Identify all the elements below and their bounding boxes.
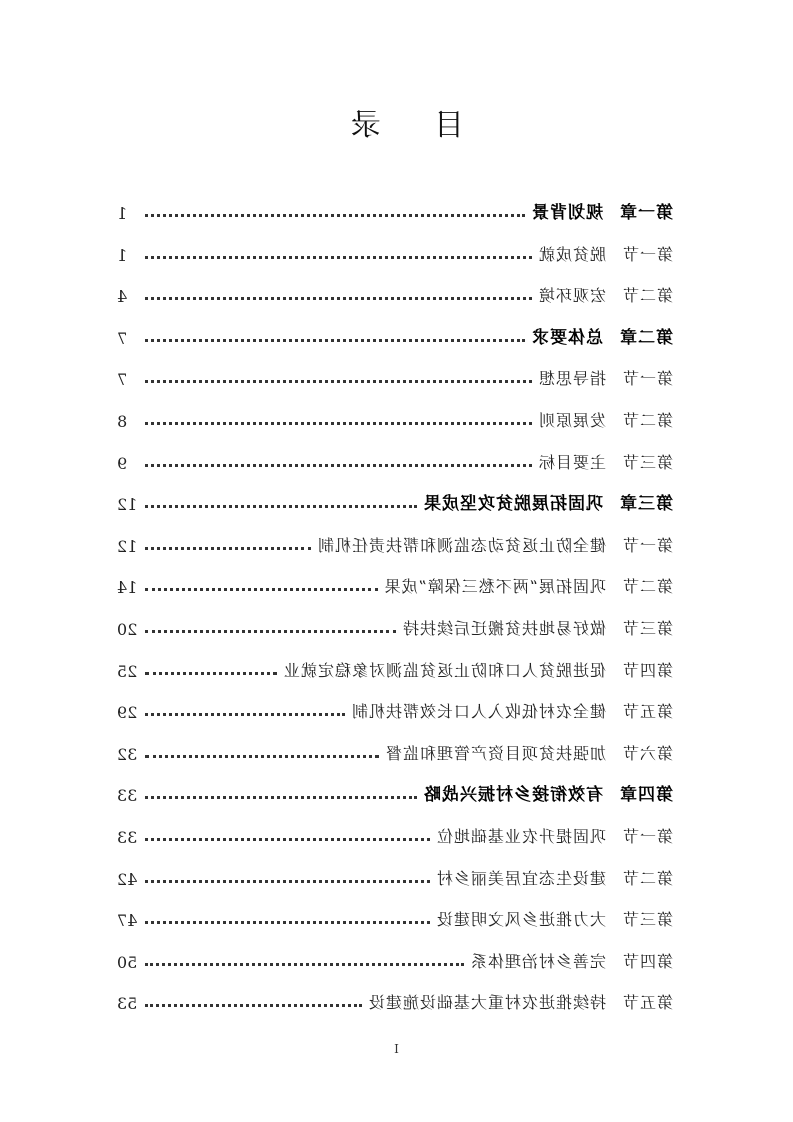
dot-leader bbox=[145, 464, 532, 467]
toc-entry-number: 第三节 bbox=[621, 910, 673, 930]
toc-page-number: 1 bbox=[117, 204, 128, 223]
toc-entry-title: 完善乡村治理体系 bbox=[469, 951, 606, 971]
toc-entry-label bbox=[423, 780, 673, 805]
toc-entry-title: 宏观环境 bbox=[537, 286, 606, 306]
toc-entry-title: 发展原则 bbox=[537, 411, 606, 430]
toc-page-number: 12 bbox=[117, 495, 138, 515]
toc-entry-label bbox=[538, 366, 673, 389]
toc-chapter-row[interactable] bbox=[117, 777, 673, 805]
toc-page-number: 50 bbox=[117, 952, 138, 972]
toc-section-row[interactable] bbox=[117, 653, 673, 681]
toc-entry-label bbox=[538, 450, 673, 473]
toc-page-number: 47 bbox=[117, 911, 138, 931]
toc-entry-label bbox=[423, 489, 673, 514]
dot-leader bbox=[145, 1004, 362, 1007]
toc-entry-label bbox=[436, 866, 673, 889]
toc-entry-title: 健全防止返贫动态监测和帮扶责任机制 bbox=[316, 535, 606, 555]
toc-entry-title: 巩固提升农业基础地位 bbox=[435, 827, 606, 846]
toc-entry-number: 第四章 bbox=[619, 785, 673, 806]
toc-entry-title: 持续推进农村重大基础设施建设 bbox=[367, 993, 606, 1013]
toc-page-number: 25 bbox=[117, 661, 138, 681]
dot-leader bbox=[145, 630, 396, 633]
toc-entry-number: 第二章 bbox=[619, 327, 673, 348]
toc-section-row[interactable] bbox=[117, 611, 673, 639]
toc-entry-number: 第三章 bbox=[619, 494, 673, 515]
toc-entry-number: 第一节 bbox=[621, 827, 673, 846]
dot-leader bbox=[145, 838, 430, 841]
toc-entry-label bbox=[384, 574, 673, 597]
toc-entry-label bbox=[538, 408, 673, 431]
toc-entry-title: 有效衔接乡村振兴战略 bbox=[423, 785, 603, 806]
toc-section-row[interactable] bbox=[117, 237, 673, 265]
toc-entry-title: 脱贫成就 bbox=[537, 244, 606, 264]
toc-entry-number: 第二节 bbox=[621, 286, 673, 306]
toc-entry-title: 大力推进乡风文明建设 bbox=[435, 910, 606, 930]
toc-entry-number: 第四节 bbox=[621, 951, 673, 971]
dot-leader bbox=[145, 921, 430, 924]
toc-page-number: 1 bbox=[117, 245, 128, 265]
dot-leader bbox=[145, 755, 379, 758]
toc-section-row[interactable] bbox=[117, 902, 673, 930]
toc-section-row[interactable] bbox=[117, 569, 673, 597]
toc-entry-number: 第一节 bbox=[621, 535, 673, 555]
toc-page-number: 33 bbox=[117, 828, 138, 847]
dot-leader bbox=[145, 796, 417, 799]
toc-entry-label bbox=[351, 699, 673, 722]
dot-leader bbox=[145, 713, 345, 716]
toc-entry-number: 第三节 bbox=[621, 452, 673, 472]
toc-entry-label bbox=[538, 283, 673, 306]
toc-entry-label bbox=[531, 198, 673, 223]
toc-page-number: 4 bbox=[117, 287, 128, 307]
toc-section-row[interactable] bbox=[117, 361, 673, 389]
toc-page-number: 33 bbox=[117, 786, 138, 806]
dot-leader bbox=[145, 505, 417, 508]
dot-leader bbox=[145, 588, 378, 591]
toc-entry-title: 巩固拓展脱贫攻坚成果 bbox=[423, 494, 603, 515]
toc-entry-label bbox=[436, 907, 673, 930]
toc-entry-number: 第五节 bbox=[621, 993, 673, 1013]
toc-entry-number: 第二节 bbox=[621, 577, 673, 597]
toc-entry-label bbox=[436, 824, 673, 847]
toc-section-row[interactable] bbox=[117, 985, 673, 1013]
toc-page-number: 7 bbox=[117, 370, 128, 390]
toc-entry-number: 第五节 bbox=[621, 702, 673, 722]
toc-chapter-row[interactable] bbox=[117, 195, 673, 223]
dot-leader bbox=[145, 963, 464, 966]
toc-entry-label bbox=[317, 533, 673, 556]
toc-entry-title: 指导思想 bbox=[537, 369, 606, 389]
toc-section-row[interactable] bbox=[117, 736, 673, 764]
toc-entry-number: 第四节 bbox=[621, 660, 673, 680]
toc-entry-number: 第二节 bbox=[621, 868, 673, 888]
toc-section-row[interactable] bbox=[117, 445, 673, 473]
dot-leader bbox=[145, 214, 525, 217]
toc-chapter-row[interactable] bbox=[117, 320, 673, 348]
toc-section-row[interactable] bbox=[117, 278, 673, 306]
toc-entry-label bbox=[283, 658, 673, 681]
toc-entry-title: 健全农村低收入人口长效帮扶机制 bbox=[350, 702, 606, 722]
toc-entry-label bbox=[470, 949, 673, 972]
toc-page-number: 9 bbox=[117, 453, 128, 473]
toc-section-row[interactable] bbox=[117, 528, 673, 556]
toc-page-number: 8 bbox=[117, 412, 128, 431]
dot-leader bbox=[145, 672, 277, 675]
toc-page-number: 14 bbox=[117, 578, 138, 598]
toc-page-number: 12 bbox=[117, 536, 138, 556]
toc-entry-number: 第三节 bbox=[621, 619, 673, 638]
toc-section-row[interactable] bbox=[117, 861, 673, 889]
toc-entry-title: 做好易地扶贫搬迁后续扶持 bbox=[401, 619, 606, 638]
dot-leader bbox=[145, 422, 532, 425]
toc-entry-number: 第一章 bbox=[619, 203, 673, 223]
toc-page-number: 42 bbox=[117, 869, 138, 889]
toc-entry-title: 规划背景 bbox=[531, 203, 603, 223]
toc-page-number: 20 bbox=[117, 620, 138, 639]
toc-entry-title: 巩固拓展“两不愁三保障”成果 bbox=[383, 577, 606, 597]
toc-entry-label bbox=[385, 741, 673, 764]
dot-leader bbox=[145, 339, 525, 342]
toc-page-number: 32 bbox=[117, 744, 138, 764]
dot-leader bbox=[145, 547, 311, 550]
toc-entry-number: 第六节 bbox=[621, 743, 673, 763]
toc-entry-number: 第二节 bbox=[621, 411, 673, 430]
footer-page-number: I bbox=[394, 1042, 399, 1056]
page-title: 目 录 bbox=[328, 108, 465, 143]
toc-entry-label bbox=[538, 242, 673, 265]
toc-section-row[interactable] bbox=[117, 944, 673, 972]
toc-entry-label bbox=[402, 616, 673, 639]
toc-entry-title: 加强扶贫项目资产管理和监督 bbox=[384, 743, 606, 763]
toc-page-number: 7 bbox=[117, 328, 128, 348]
toc-page-number: 53 bbox=[117, 994, 138, 1014]
toc-entry-title: 促进脱贫人口和防止返贫监测对象稳定就业 bbox=[282, 660, 606, 680]
dot-leader bbox=[145, 256, 532, 259]
toc-entry-label bbox=[368, 990, 673, 1013]
toc-entry-title: 建设生态宜居美丽乡村 bbox=[435, 868, 606, 888]
dot-leader bbox=[145, 380, 532, 383]
toc-entry-label bbox=[531, 323, 673, 348]
dot-leader bbox=[145, 297, 532, 300]
toc-entry-number: 第一节 bbox=[621, 244, 673, 264]
toc-chapter-row[interactable] bbox=[117, 486, 673, 514]
toc-section-row[interactable] bbox=[117, 819, 673, 847]
toc-section-row[interactable] bbox=[117, 694, 673, 722]
toc-page-number: 29 bbox=[117, 703, 138, 723]
toc-entry-title: 主要目标 bbox=[537, 452, 606, 472]
toc-entry-title: 总体要求 bbox=[531, 327, 603, 348]
toc-section-row[interactable] bbox=[117, 403, 673, 431]
dot-leader bbox=[145, 880, 430, 883]
toc-entry-number: 第一节 bbox=[621, 369, 673, 389]
